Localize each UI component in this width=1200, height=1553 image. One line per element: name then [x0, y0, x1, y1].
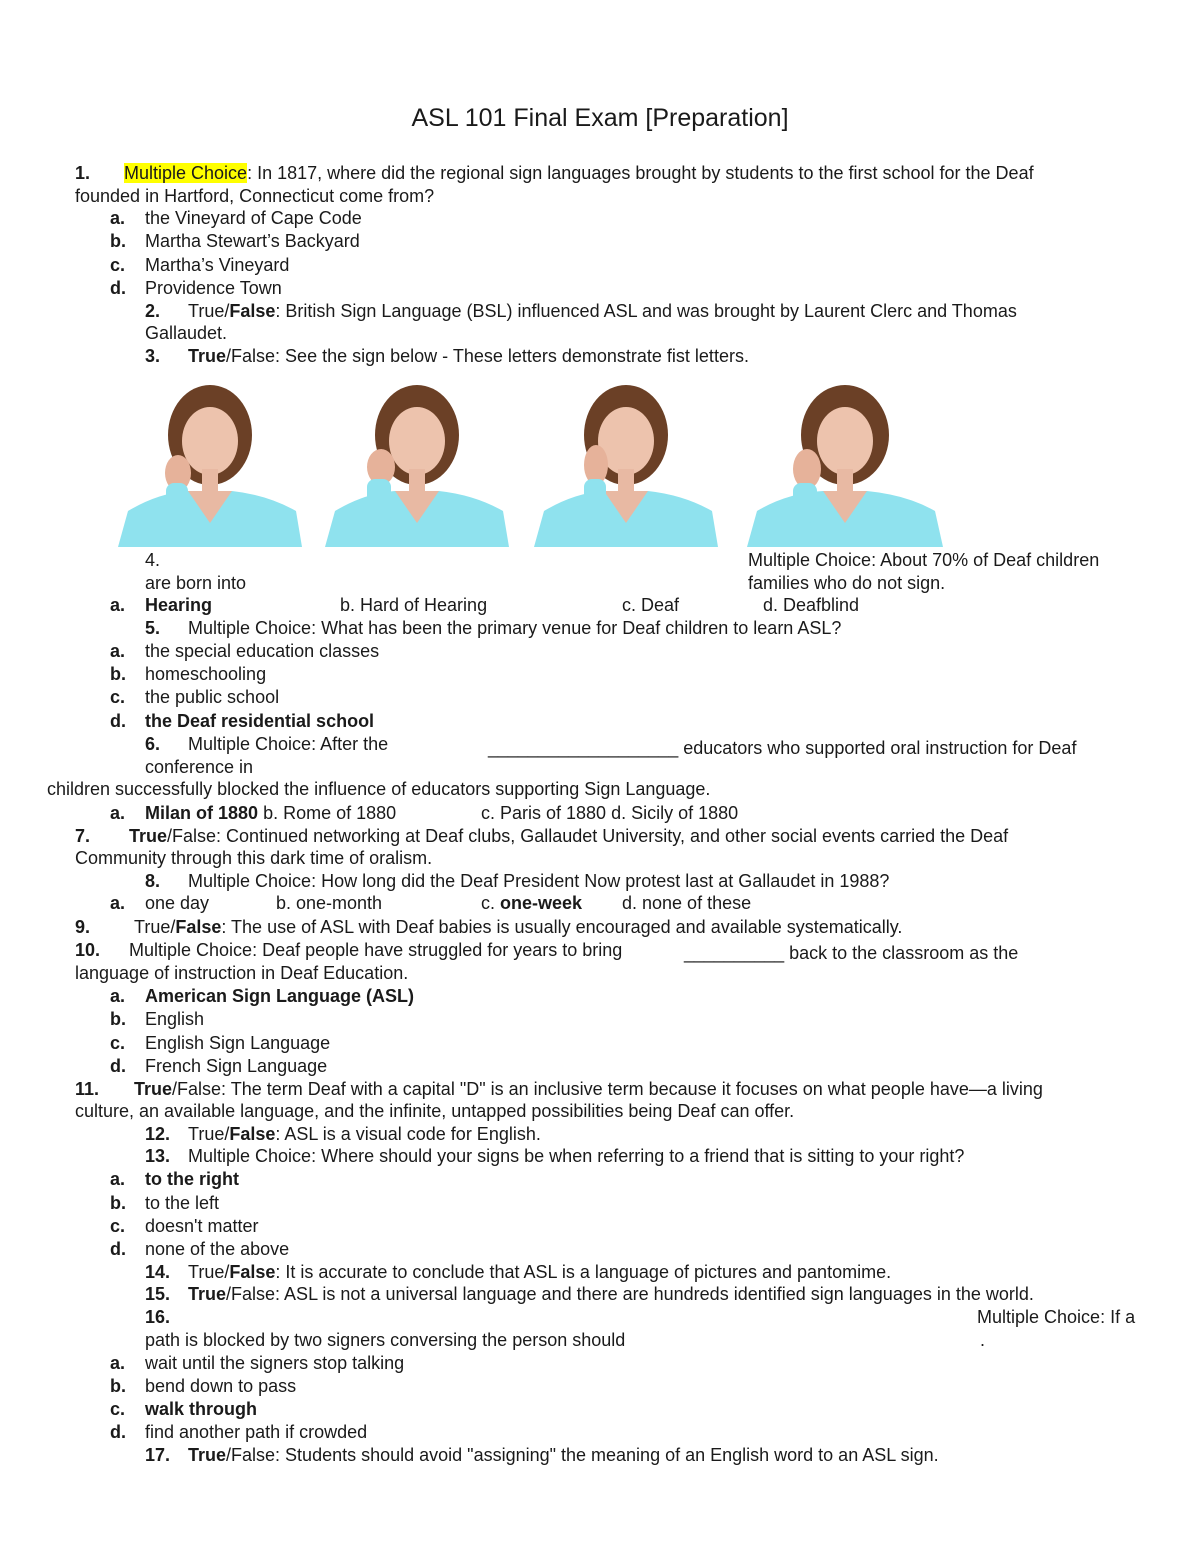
option-d: d. find another path if crowded [110, 1422, 368, 1442]
question-17: 17. True/False: Students should avoid "assigning" the meaning of an English word to an ASL sign. [145, 1445, 939, 1465]
question-6-blank: ___________________ educators who supported oral instruction for Deaf [488, 738, 1077, 758]
question-11-line-2: culture, an available language, and the infinite, untapped possibilities being Deaf can offer. [75, 1101, 795, 1121]
question-2-line-2: Gallaudet. [145, 323, 228, 343]
option-c: c. the public school [110, 687, 280, 707]
option-a: a. to the right [110, 1169, 239, 1189]
option-b: b. to the left [110, 1193, 220, 1213]
option-b: b. Martha Stewart’s Backyard [110, 231, 360, 251]
question-11-line-1: 11. True/False: The term Deaf with a capital "D" is an inclusive term because it focuses on what people have—a living [75, 1079, 1043, 1099]
option-c: c. English Sign Language [110, 1033, 331, 1053]
question-6-line-3: children successfully blocked the influence of educators supporting Sign Language. [47, 779, 711, 799]
option-c: c. Deaf [622, 595, 680, 615]
question-4-line-2-right: families who do not sign. [748, 573, 946, 593]
sign-image-4 [747, 383, 943, 547]
option-d: d. none of the above [110, 1239, 290, 1259]
question-14: 14. True/False: It is accurate to conclude that ASL is a language of pictures and pantomime. [145, 1262, 892, 1282]
question-8: 8. Multiple Choice: How long did the Deaf President Now protest last at Gallaudet in 1988? [145, 871, 890, 891]
question-type: Multiple Choice [124, 163, 248, 183]
sign-image-1 [118, 383, 302, 547]
option-c: c. walk through [110, 1399, 257, 1419]
option-a: a. the special education classes [110, 641, 380, 661]
question-4-line-1: Multiple Choice: About 70% of Deaf children [748, 550, 1100, 570]
option-a: a. wait until the signers stop talking [110, 1353, 405, 1373]
question-5: 5. Multiple Choice: What has been the primary venue for Deaf children to learn ASL? [145, 618, 842, 638]
option-b: b. homeschooling [110, 664, 267, 684]
question-16-line-2-right: . [980, 1330, 986, 1350]
question-7-line-2: Community through this dark time of oralism. [75, 848, 433, 868]
option-b: b. one-month [276, 893, 383, 913]
option-d: d. none of these [622, 893, 752, 913]
question-1-line-2: founded in Hartford, Connecticut come from? [75, 186, 435, 206]
option-d: d. French Sign Language [110, 1056, 328, 1076]
question-16-number: 16. [145, 1307, 171, 1327]
question-4-line-2-left: are born into [145, 573, 247, 593]
question-6-line-2: conference in [145, 757, 254, 777]
question-12: 12. True/False: ASL is a visual code for English. [145, 1124, 541, 1144]
question-7-line-1: 7. True/False: Continued networking at Deaf clubs, Gallaudet University, and other social events carried the Deaf [75, 826, 1009, 846]
option-a: a. American Sign Language (ASL) [110, 986, 415, 1006]
option-c: c. Martha’s Vineyard [110, 255, 290, 275]
question-16-line-1: Multiple Choice: If a [977, 1307, 1136, 1327]
question-16-line-2: path is blocked by two signers conversing the person should [145, 1330, 626, 1350]
question-number: 1. [75, 163, 91, 183]
option-c: c. doesn't matter [110, 1216, 259, 1236]
question-4-number: 4. [145, 550, 161, 570]
sign-image-3 [534, 383, 718, 547]
question-10-line-1: 10. Multiple Choice: Deaf people have struggled for years to bring [75, 940, 623, 960]
question-8-option-a: a. one day [110, 893, 210, 913]
question-10-line-2: language of instruction in Deaf Education. [75, 963, 409, 983]
question-9: 9. True/False: The use of ASL with Deaf babies is usually encouraged and available systematically. [75, 917, 903, 937]
question-13: 13. Multiple Choice: Where should your signs be when referring to a friend that is sitting to your right? [145, 1146, 965, 1166]
option-d: d. the Deaf residential school [110, 711, 375, 731]
option-a: a. the Vineyard of Cape Code [110, 208, 362, 228]
option-c-d: c. Paris of 1880 d. Sicily of 1880 [481, 803, 739, 823]
question-15: 15. True/False: ASL is not a universal language and there are hundreds identified sign languages in the world. [145, 1284, 1034, 1304]
option-c: c. one-week [481, 893, 583, 913]
question-10-blank: __________ back to the classroom as the [684, 943, 1019, 963]
question-3: 3. True/False: See the sign below - These letters demonstrate fist letters. [145, 346, 749, 366]
question-6-options: a. Milan of 1880 b. Rome of 1880 [110, 803, 397, 823]
question-4-options: a. Hearing [110, 595, 213, 615]
question-6-line-1: 6. Multiple Choice: After the [145, 734, 389, 754]
option-d: d. Providence Town [110, 278, 282, 298]
option-b: b. bend down to pass [110, 1376, 297, 1396]
option-b: b. Hard of Hearing [340, 595, 488, 615]
question-1-line-1 [75, 162, 1034, 184]
question-2-line-1: 2. True/False: British Sign Language (BSL) influenced ASL and was brought by Laurent Clerc and Thomas [145, 301, 1017, 321]
question-text: : In 1817, where did the regional sign languages brought by students to the first school for the Deaf [247, 163, 1034, 183]
sign-image-2 [325, 383, 509, 547]
option-b: b. English [110, 1009, 205, 1029]
page-title: ASL 101 Final Exam [Preparation] [411, 104, 789, 132]
option-d: d. Deafblind [763, 595, 860, 615]
